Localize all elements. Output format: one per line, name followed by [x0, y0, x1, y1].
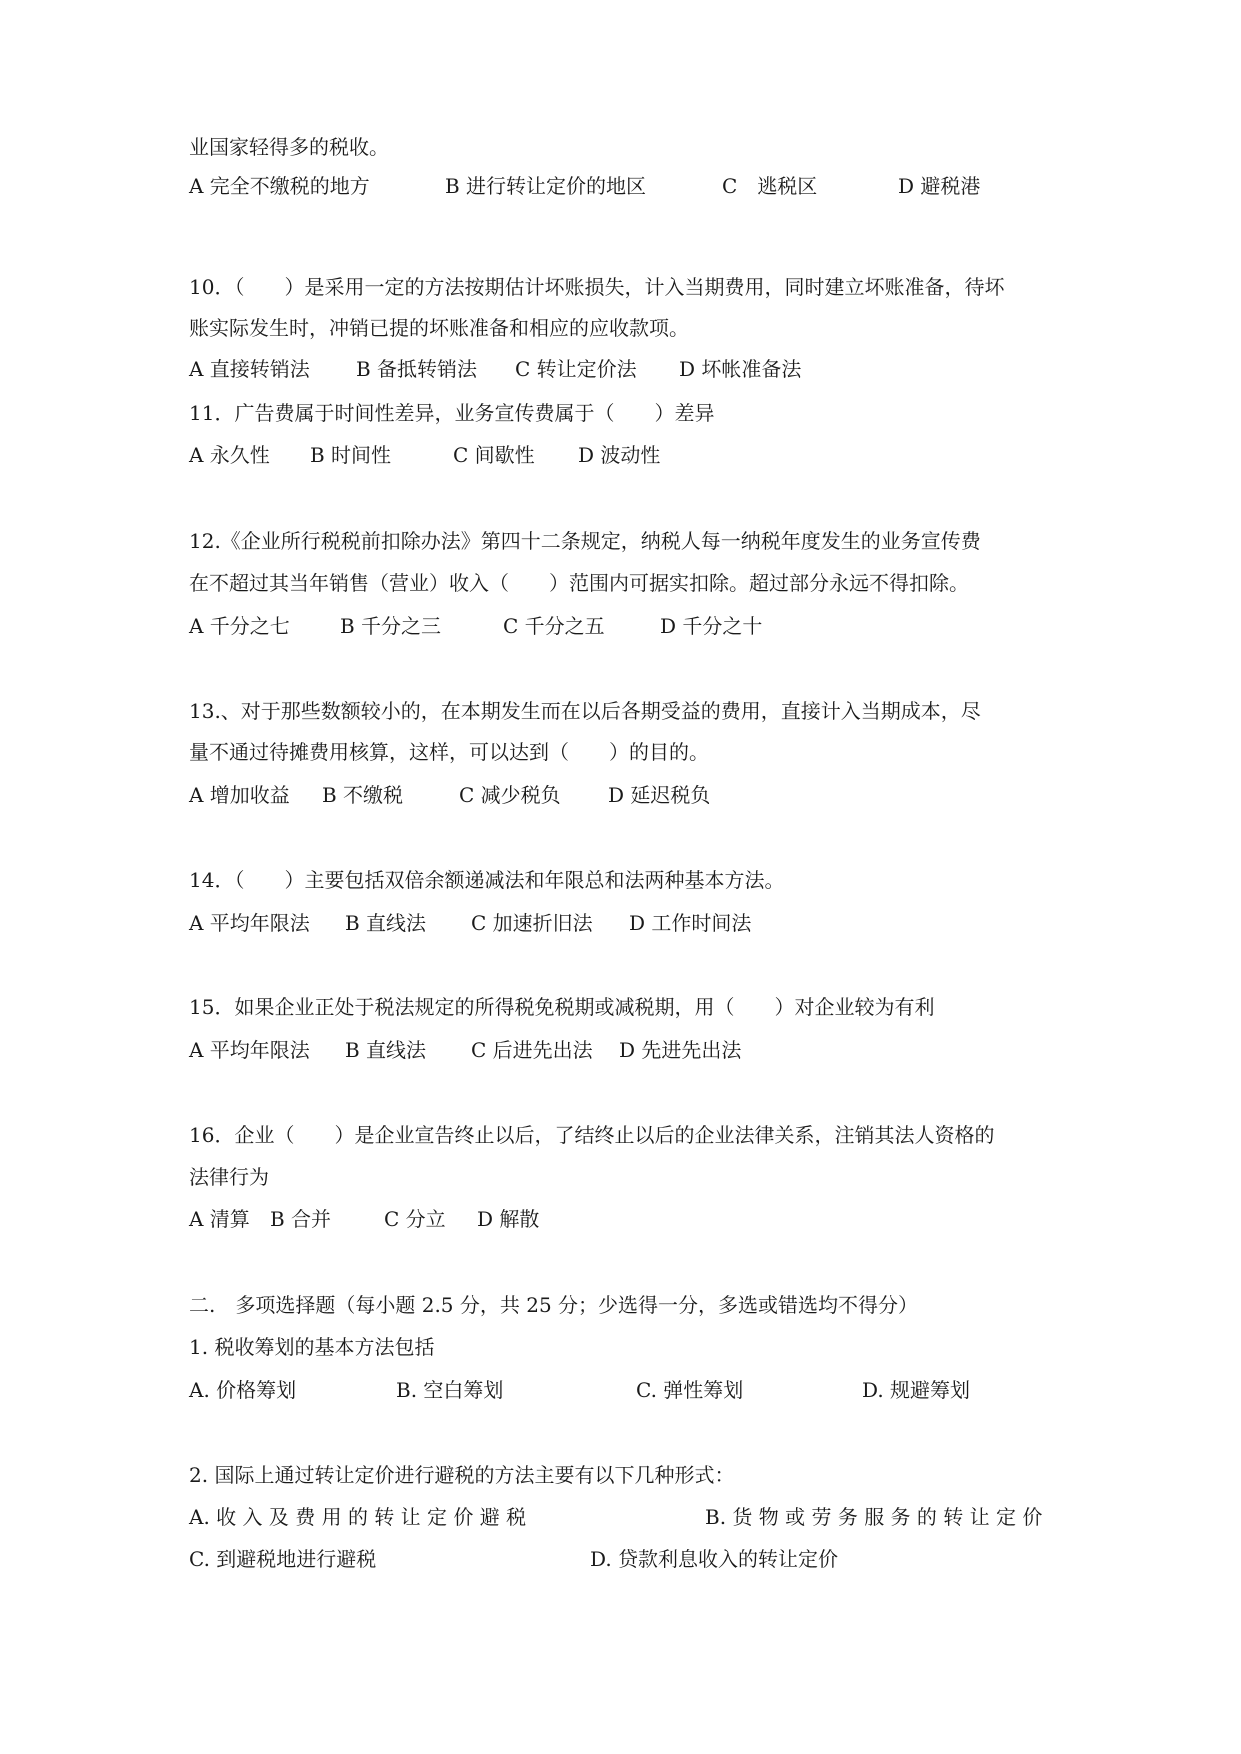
m1-option-b: B. 空白筹划	[396, 1378, 504, 1402]
q14-option-b: B 直线法	[345, 911, 427, 935]
q9-text-continuation: 业国家轻得多的税收。	[189, 135, 389, 159]
q15-option-d: D 先进先出法	[619, 1038, 742, 1062]
q13-option-a: A 增加收益	[189, 783, 290, 807]
q13-text-line2: 量不通过待摊费用核算，这样，可以达到（ ）的目的。	[189, 740, 709, 764]
m2-option-d: D. 贷款利息收入的转让定价	[590, 1547, 839, 1571]
q10-option-c: C 转让定价法	[515, 357, 637, 381]
m1-option-c: C. 弹性筹划	[636, 1378, 744, 1402]
q14-option-c: C 加速折旧法	[471, 911, 593, 935]
m2-text-line1: 2. 国际上通过转让定价进行避税的方法主要有以下几种形式：	[189, 1463, 735, 1487]
m1-option-d: D. 规避筹划	[862, 1378, 971, 1402]
q9-option-c: C 逃税区	[722, 174, 818, 198]
q12-option-d: D 千分之十	[660, 614, 763, 638]
q15-option-b: B 直线法	[345, 1038, 427, 1062]
q10-option-a: A 直接转销法	[189, 357, 310, 381]
m1-option-a: A. 价格筹划	[189, 1378, 297, 1402]
q14-option-d: D 工作时间法	[629, 911, 752, 935]
q12-text-line1: 12.《企业所行税税前扣除办法》第四十二条规定，纳税人每一纳税年度发生的业务宣传费	[189, 529, 981, 553]
q11-option-a: A 永久性	[189, 443, 270, 467]
section2-heading: 二. 多项选择题（每小题 2.5 分，共 25 分；少选得一分，多选或错选均不得分）	[189, 1293, 919, 1317]
q14-option-a: A 平均年限法	[189, 911, 310, 935]
m1-text-line1: 1. 税收筹划的基本方法包括	[189, 1335, 435, 1359]
q11-option-d: D 波动性	[578, 443, 661, 467]
q13-option-d: D 延迟税负	[608, 783, 711, 807]
q9-option-a: A 完全不缴税的地方	[189, 174, 370, 198]
q16-option-d: D 解散	[477, 1207, 540, 1231]
q13-text-line1: 13.、对于那些数额较小的，在本期发生而在以后各期受益的费用，直接计入当期成本，尽	[189, 699, 981, 723]
q10-text-line1: 10．（ ）是采用一定的方法按期估计坏账损失，计入当期费用，同时建立坏账准备，待坏	[189, 275, 1005, 299]
q9-option-d: D 避税港	[898, 174, 981, 198]
q16-option-a: A 清算	[189, 1207, 250, 1231]
q11-option-b: B 时间性	[310, 443, 392, 467]
q15-option-c: C 后进先出法	[471, 1038, 593, 1062]
q11-option-c: C 间歇性	[453, 443, 535, 467]
q11-text-line1: 11．广告费属于时间性差异，业务宣传费属于（ ）差异	[189, 401, 715, 425]
q12-option-a: A 千分之七	[189, 614, 290, 638]
q9-option-b: B 进行转让定价的地区	[445, 174, 647, 198]
q14-text-line1: 14．（ ）主要包括双倍余额递减法和年限总和法两种基本方法。	[189, 868, 785, 892]
q16-option-b: B 合并	[270, 1207, 332, 1231]
m2-option-a: A. 收 入 及 费 用 的 转 让 定 价 避 税	[189, 1505, 527, 1529]
q10-text-line2: 账实际发生时，冲销已提的坏账准备和相应的应收款项。	[189, 316, 689, 340]
q12-text-line2: 在不超过其当年销售（营业）收入（ ）范围内可据实扣除。超过部分永远不得扣除。	[189, 571, 969, 595]
m2-option-b: B. 货 物 或 劳 务 服 务 的 转 让 定 价	[705, 1505, 1043, 1529]
m2-option-c: C. 到避税地进行避税	[189, 1547, 377, 1571]
q10-option-d: D 坏帐准备法	[679, 357, 802, 381]
q10-option-b: B 备抵转销法	[356, 357, 478, 381]
q15-option-a: A 平均年限法	[189, 1038, 310, 1062]
q13-option-b: B 不缴税	[322, 783, 404, 807]
q15-text-line1: 15．如果企业正处于税法规定的所得税免税期或减税期，用（ ）对企业较为有利	[189, 995, 935, 1019]
q16-text-line2: 法律行为	[189, 1165, 269, 1189]
q12-option-b: B 千分之三	[340, 614, 442, 638]
q16-text-line1: 16．企业（ ）是企业宣告终止以后，了结终止以后的企业法律关系，注销其法人资格的	[189, 1123, 995, 1147]
q16-option-c: C 分立	[384, 1207, 446, 1231]
q12-option-c: C 千分之五	[503, 614, 605, 638]
q13-option-c: C 减少税负	[459, 783, 561, 807]
